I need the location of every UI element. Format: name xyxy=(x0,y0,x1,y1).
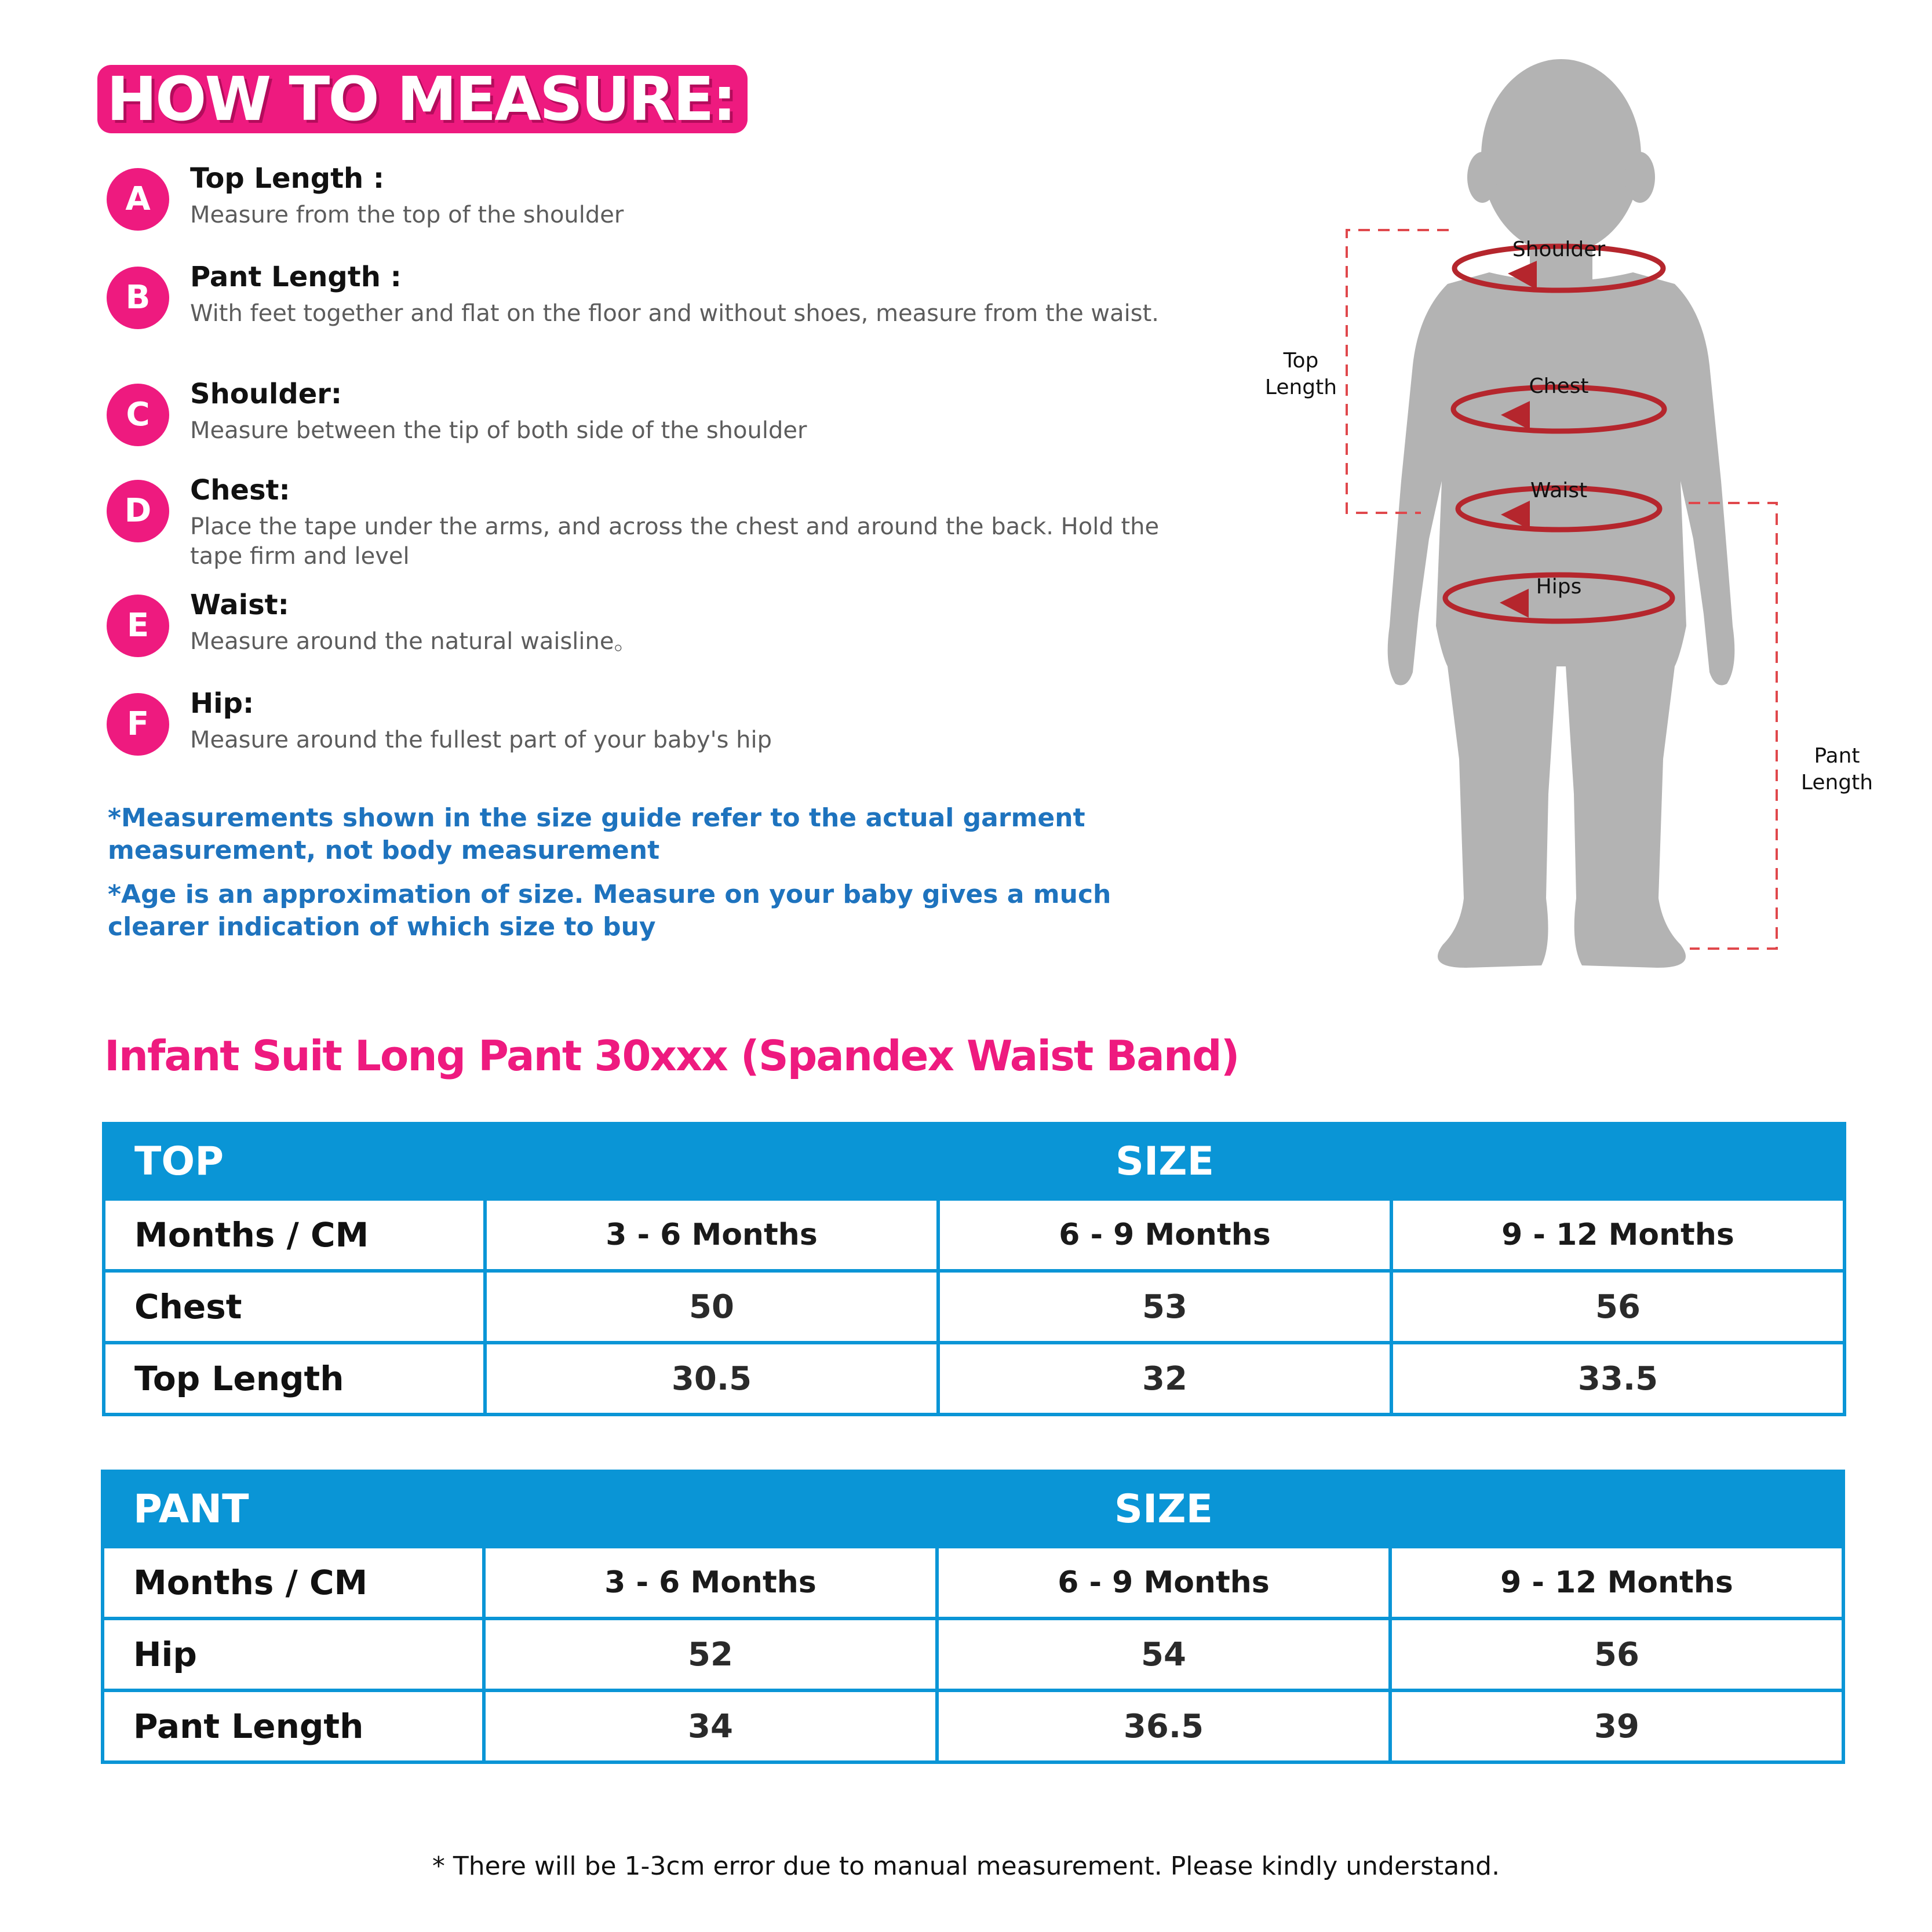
table-row xyxy=(104,1271,1844,1343)
size-column-header: 6 - 9 Months xyxy=(937,1547,1390,1618)
measure-title: Waist: xyxy=(190,589,289,621)
months-cm-label: Months / CM xyxy=(104,1199,485,1271)
months-cm-label: Months / CM xyxy=(103,1547,484,1618)
row-label: Chest xyxy=(104,1271,485,1343)
measure-title: Top Length : xyxy=(190,162,385,195)
measure-title: Chest: xyxy=(190,474,290,506)
top-size-table xyxy=(102,1122,1846,1416)
table-row xyxy=(103,1690,1843,1762)
letter-badge: E xyxy=(107,595,169,657)
pant-size-table xyxy=(101,1470,1845,1764)
pant-length-label: Pant Length xyxy=(1800,744,1873,794)
size-column-header: 3 - 6 Months xyxy=(485,1199,938,1271)
table-cell: 56 xyxy=(1390,1618,1843,1690)
child-silhouette xyxy=(1388,59,1735,968)
table-section-label: PANT xyxy=(103,1471,484,1547)
hips-label: Hips xyxy=(1536,575,1582,599)
table-cell: 52 xyxy=(484,1618,937,1690)
table-cell: 36.5 xyxy=(937,1690,1390,1762)
size-column-header: 6 - 9 Months xyxy=(938,1199,1391,1271)
error-footnote: * There will be 1-3cm error due to manual measurement. Please kindly understand. xyxy=(432,1851,1500,1881)
measure-title: Pant Length : xyxy=(190,261,402,293)
letter-badge: A xyxy=(107,168,169,231)
measure-description: Measure from the top of the shoulder xyxy=(190,202,624,228)
table-cell: 39 xyxy=(1390,1690,1843,1762)
page-title: HOW TO MEASURE: xyxy=(97,65,748,133)
table-cell: 50 xyxy=(485,1271,938,1343)
table-cell: 33.5 xyxy=(1391,1343,1844,1415)
measure-title: Shoulder: xyxy=(190,378,342,410)
size-column-header: 9 - 12 Months xyxy=(1391,1199,1844,1271)
row-label: Hip xyxy=(103,1618,484,1690)
table-cell: 34 xyxy=(484,1690,937,1762)
table-row xyxy=(104,1343,1844,1415)
table-cell: 53 xyxy=(938,1271,1391,1343)
letter-badge: B xyxy=(107,267,169,329)
table-cell: 30.5 xyxy=(485,1343,938,1415)
measure-description: Measure between the tip of both side of the shoulder xyxy=(190,417,807,444)
measure-title: Hip: xyxy=(190,687,254,720)
row-label: Top Length xyxy=(104,1343,485,1415)
garment-measurement-note: *Measurements shown in the size guide refer to the actual garment measurement, not body measurement xyxy=(108,803,1085,865)
product-title: Infant Suit Long Pant 30xxx (Spandex Waist Band) xyxy=(104,1031,1239,1080)
letter-badge: F xyxy=(107,693,169,756)
size-header: SIZE xyxy=(485,1124,1844,1199)
measure-description: Measure around the natural waisline。 xyxy=(190,628,637,655)
table-header-row xyxy=(104,1199,1844,1271)
table-cell: 54 xyxy=(937,1618,1390,1690)
measure-description: Measure around the fullest part of your baby's hip xyxy=(190,727,772,753)
letter-badge: D xyxy=(107,480,169,542)
letter-badge: C xyxy=(107,384,169,446)
child-silhouette-illustration xyxy=(1217,41,1912,1026)
measure-description: With feet together and flat on the floor and without shoes, measure from the waist. xyxy=(190,300,1159,327)
table-row xyxy=(103,1618,1843,1690)
chest-label: Chest xyxy=(1529,374,1589,398)
size-header: SIZE xyxy=(484,1471,1843,1547)
age-approximation-note: *Age is an approximation of size. Measure on your baby gives a much clearer indication of which size to buy xyxy=(108,880,1111,942)
table-section-label: TOP xyxy=(104,1124,485,1199)
table-cell: 32 xyxy=(938,1343,1391,1415)
top-length-label: Top Length xyxy=(1264,349,1337,399)
shoulder-label: Shoulder xyxy=(1512,238,1606,261)
measure-description: Place the tape under the arms, and across the chest and around the back. Hold the tape firm and level xyxy=(190,513,1160,570)
row-label: Pant Length xyxy=(103,1690,484,1762)
body-measurement-figure xyxy=(1217,41,1912,1026)
table-header-row xyxy=(103,1547,1843,1618)
size-column-header: 3 - 6 Months xyxy=(484,1547,937,1618)
table-cell: 56 xyxy=(1391,1271,1844,1343)
waist-label: Waist xyxy=(1530,479,1588,502)
size-column-header: 9 - 12 Months xyxy=(1390,1547,1843,1618)
